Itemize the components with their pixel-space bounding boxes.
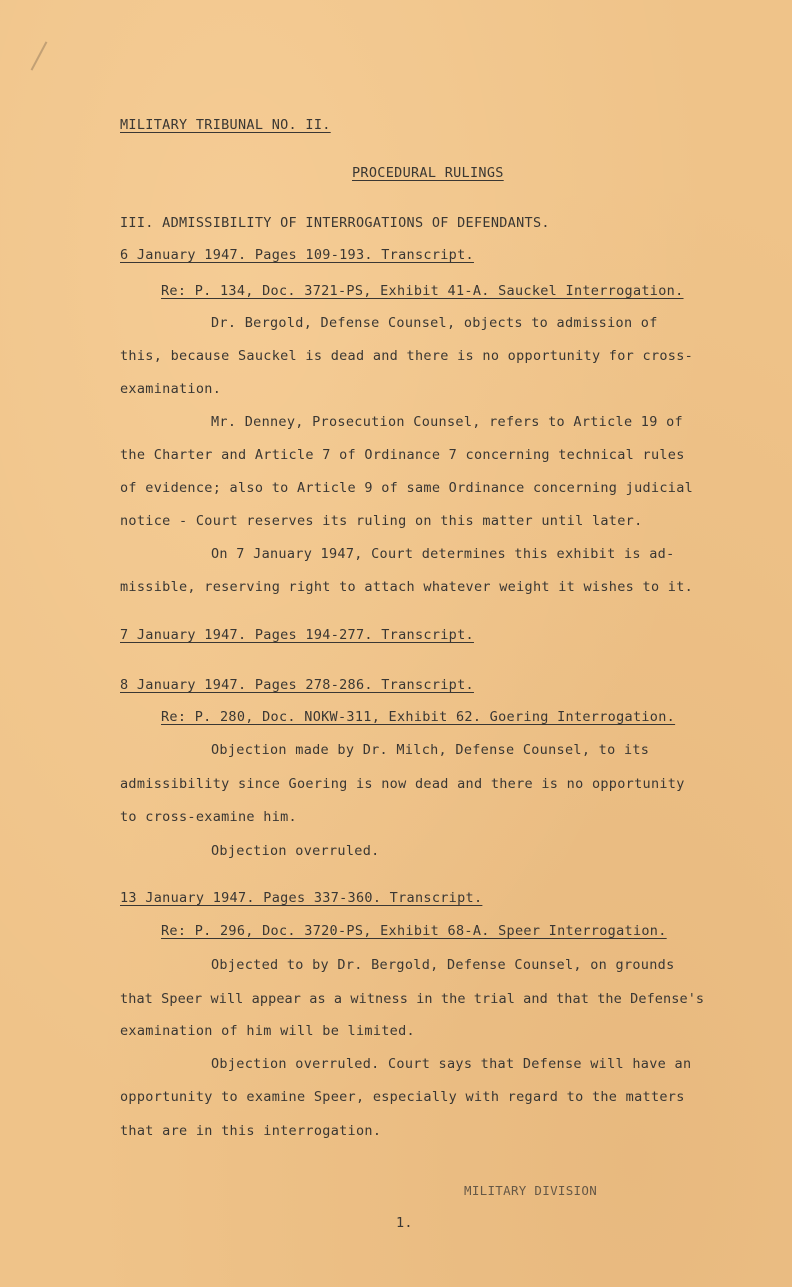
body-text: that Speer will appear as a witness in the trial and that the Defense's — [120, 991, 705, 1007]
entry-reference: Re: P. 134, Doc. 3721-PS, Exhibit 41-A. Sauckel Interrogation. — [161, 283, 684, 299]
body-text: examination. — [120, 381, 222, 397]
body-text: admissibility since Goering is now dead and there is no opportunity — [120, 776, 685, 792]
section-heading: III. ADMISSIBILITY OF INTERROGATIONS OF DEFENDANTS. — [120, 215, 550, 231]
page-title: PROCEDURAL RULINGS — [352, 165, 504, 181]
body-text: examination of him will be limited. — [120, 1023, 415, 1039]
body-text: the Charter and Article 7 of Ordinance 7 concerning technical rules — [120, 447, 685, 463]
pencil-mark — [31, 41, 48, 70]
body-text: Objection overruled. — [211, 843, 380, 859]
body-text: missible, reserving right to attach whatever weight it wishes to it. — [120, 579, 694, 595]
body-text: this, because Sauckel is dead and there is no opportunity for cross- — [120, 348, 694, 364]
body-text: of evidence; also to Article 9 of same Ordinance concerning judicial — [120, 480, 694, 496]
entry-date: 6 January 1947. Pages 109-193. Transcript. — [120, 247, 474, 263]
body-text: notice - Court reserves its ruling on this matter until later. — [120, 513, 643, 529]
body-text: Objected to by Dr. Bergold, Defense Counsel, on grounds — [211, 957, 675, 973]
body-text: On 7 January 1947, Court determines this exhibit is ad- — [211, 546, 675, 562]
entry-date: 13 January 1947. Pages 337-360. Transcript. — [120, 890, 483, 906]
body-text: Objection made by Dr. Milch, Defense Counsel, to its — [211, 742, 650, 758]
entry-date: 8 January 1947. Pages 278-286. Transcript. — [120, 677, 474, 693]
division-label: MILITARY DIVISION — [464, 1183, 598, 1198]
entry-date: 7 January 1947. Pages 194-277. Transcript. — [120, 627, 474, 643]
body-text: opportunity to examine Speer, especially with regard to the matters — [120, 1089, 685, 1105]
entry-reference: Re: P. 296, Doc. 3720-PS, Exhibit 68-A. Speer Interrogation. — [161, 923, 667, 939]
body-text: to cross-examine him. — [120, 809, 297, 825]
body-text: Mr. Denney, Prosecution Counsel, refers to Article 19 of — [211, 414, 683, 430]
tribunal-heading: MILITARY TRIBUNAL NO. II. — [120, 117, 331, 133]
entry-reference: Re: P. 280, Doc. NOKW-311, Exhibit 62. Goering Interrogation. — [161, 709, 676, 725]
page-number: 1. — [396, 1215, 413, 1231]
body-text: that are in this interrogation. — [120, 1123, 382, 1139]
body-text: Dr. Bergold, Defense Counsel, objects to admission of — [211, 315, 658, 331]
body-text: Objection overruled. Court says that Defense will have an — [211, 1056, 692, 1072]
